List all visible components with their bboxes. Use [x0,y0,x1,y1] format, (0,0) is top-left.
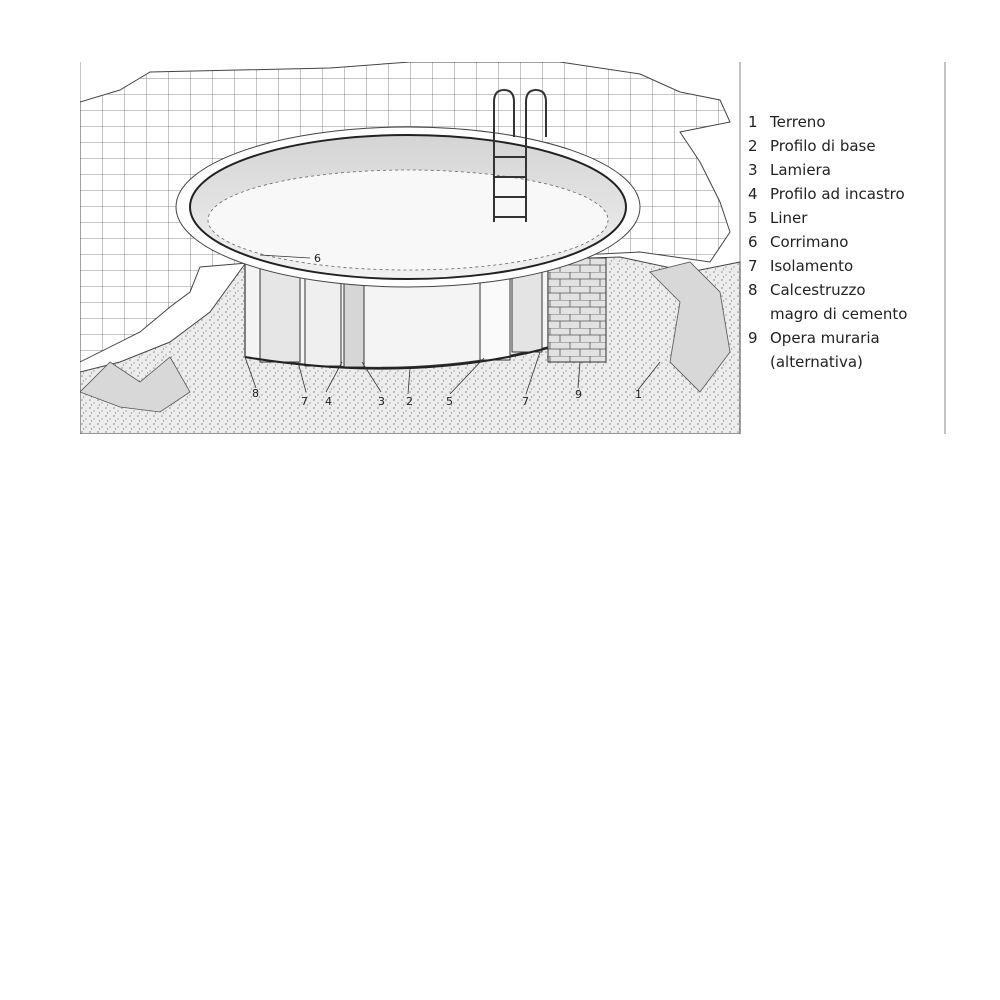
brick-wall [548,258,606,362]
legend-item: 5 Liner [748,209,808,227]
pool-diagram-figure [80,62,946,434]
callout-1: 1 [635,388,642,401]
callout-9: 9 [575,388,582,401]
legend-item: 8 Calcestruzzo magro di cemento [748,281,908,323]
callout-8: 8 [252,387,259,400]
callout-5: 5 [446,395,453,408]
pool-basin [176,127,640,287]
legend-item: 6 Corrimano [748,233,849,251]
legend-item: 3 Lamiera [748,161,831,179]
legend [740,110,946,374]
callout-3: 3 [378,395,385,408]
legend-item: 1 Terreno [748,113,826,131]
callout-2: 2 [406,395,413,408]
callout-6: 6 [314,252,321,265]
callout-4: 4 [325,395,332,408]
callout-7: 7 [301,395,308,408]
legend-item: 7 Isolamento [748,257,854,275]
legend-item: 9 Opera muraria (alternativa) [748,329,880,371]
legend-item: 4 Profilo ad incastro [748,185,905,203]
legend-item: 2 Profilo di base [748,137,876,155]
callout-7b: 7 [522,395,529,408]
